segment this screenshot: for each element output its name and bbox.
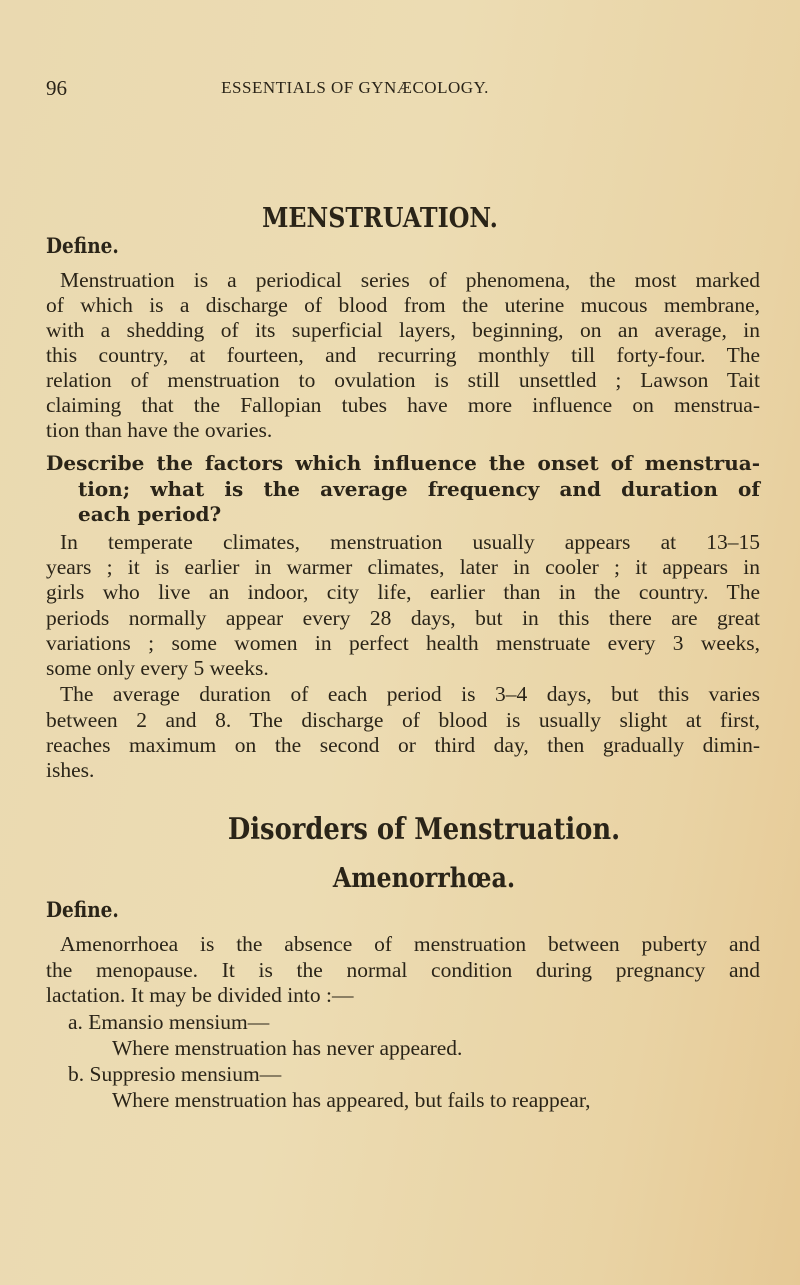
text-line: Where menstruation has appeared, but fails to reappear, — [112, 1088, 591, 1112]
define-label: Define. — [46, 233, 119, 258]
text-line: girls who live an indoor, city life, earlier than in the country. The — [46, 580, 760, 604]
text-line: between 2 and 8. The discharge of blood is usually slight at first, — [46, 708, 760, 732]
text-line: In temperate climates, menstruation usually appears at 13–15 — [60, 530, 760, 554]
amenorrhoea-title: Amenorrhœa. — [332, 863, 516, 894]
text-line: years ; it is earlier in warmer climates, later in cooler ; it appears in — [46, 555, 760, 579]
text-line: with a shedding of its superficial layers, beginning, on an average, in — [46, 318, 760, 342]
text-line: a. Emansio mensium— — [68, 1010, 270, 1034]
text-line: Amenorrhoea is the absence of menstruation between puberty and — [60, 932, 760, 956]
text-line: claiming that the Fallopian tubes have more influence on menstrua- — [46, 393, 760, 417]
text-line: relation of menstruation to ovulation is still unsettled ; Lawson Tait — [46, 368, 760, 392]
text-line: each period? — [78, 502, 222, 526]
running-title: ESSENTIALS OF GYNÆCOLOGY. — [221, 78, 489, 97]
text-line: tion than have the ovaries. — [46, 418, 273, 442]
text-line: some only every 5 weeks. — [46, 656, 269, 680]
text-line: lactation. It may be divided into :— — [46, 983, 354, 1007]
text-line: the menopause. It is the normal condition during pregnancy and — [46, 958, 760, 982]
text-line: tion; what is the average frequency and duration of — [78, 477, 760, 501]
text-line: variations ; some women in perfect health menstruate every 3 weeks, — [46, 631, 760, 655]
text-line: b. Suppresio mensium— — [68, 1062, 282, 1086]
disorders-title: Disorders of Menstruation. — [227, 812, 621, 847]
text-line: Menstruation is a periodical series of phenomena, the most marked — [60, 268, 760, 292]
text-line: this country, at fourteen, and recurring monthly till forty-four. The — [46, 343, 760, 367]
section-title: MENSTRUATION. — [262, 203, 498, 234]
text-line: The average duration of each period is 3–4 days, but this varies — [60, 682, 760, 706]
text-line: Where menstruation has never appeared. — [112, 1036, 463, 1060]
text-line: of which is a discharge of blood from the uterine mucous membrane, — [46, 293, 760, 317]
text-line: Describe the factors which influence the onset of menstrua- — [46, 451, 760, 475]
page-number: 96 — [46, 76, 67, 100]
text-line: periods normally appear every 28 days, but in this there are great — [46, 606, 760, 630]
text-line: reaches maximum on the second or third day, then gradually dimin- — [46, 733, 760, 757]
define-label: Define. — [46, 897, 119, 922]
text-line: ishes. — [46, 758, 95, 782]
